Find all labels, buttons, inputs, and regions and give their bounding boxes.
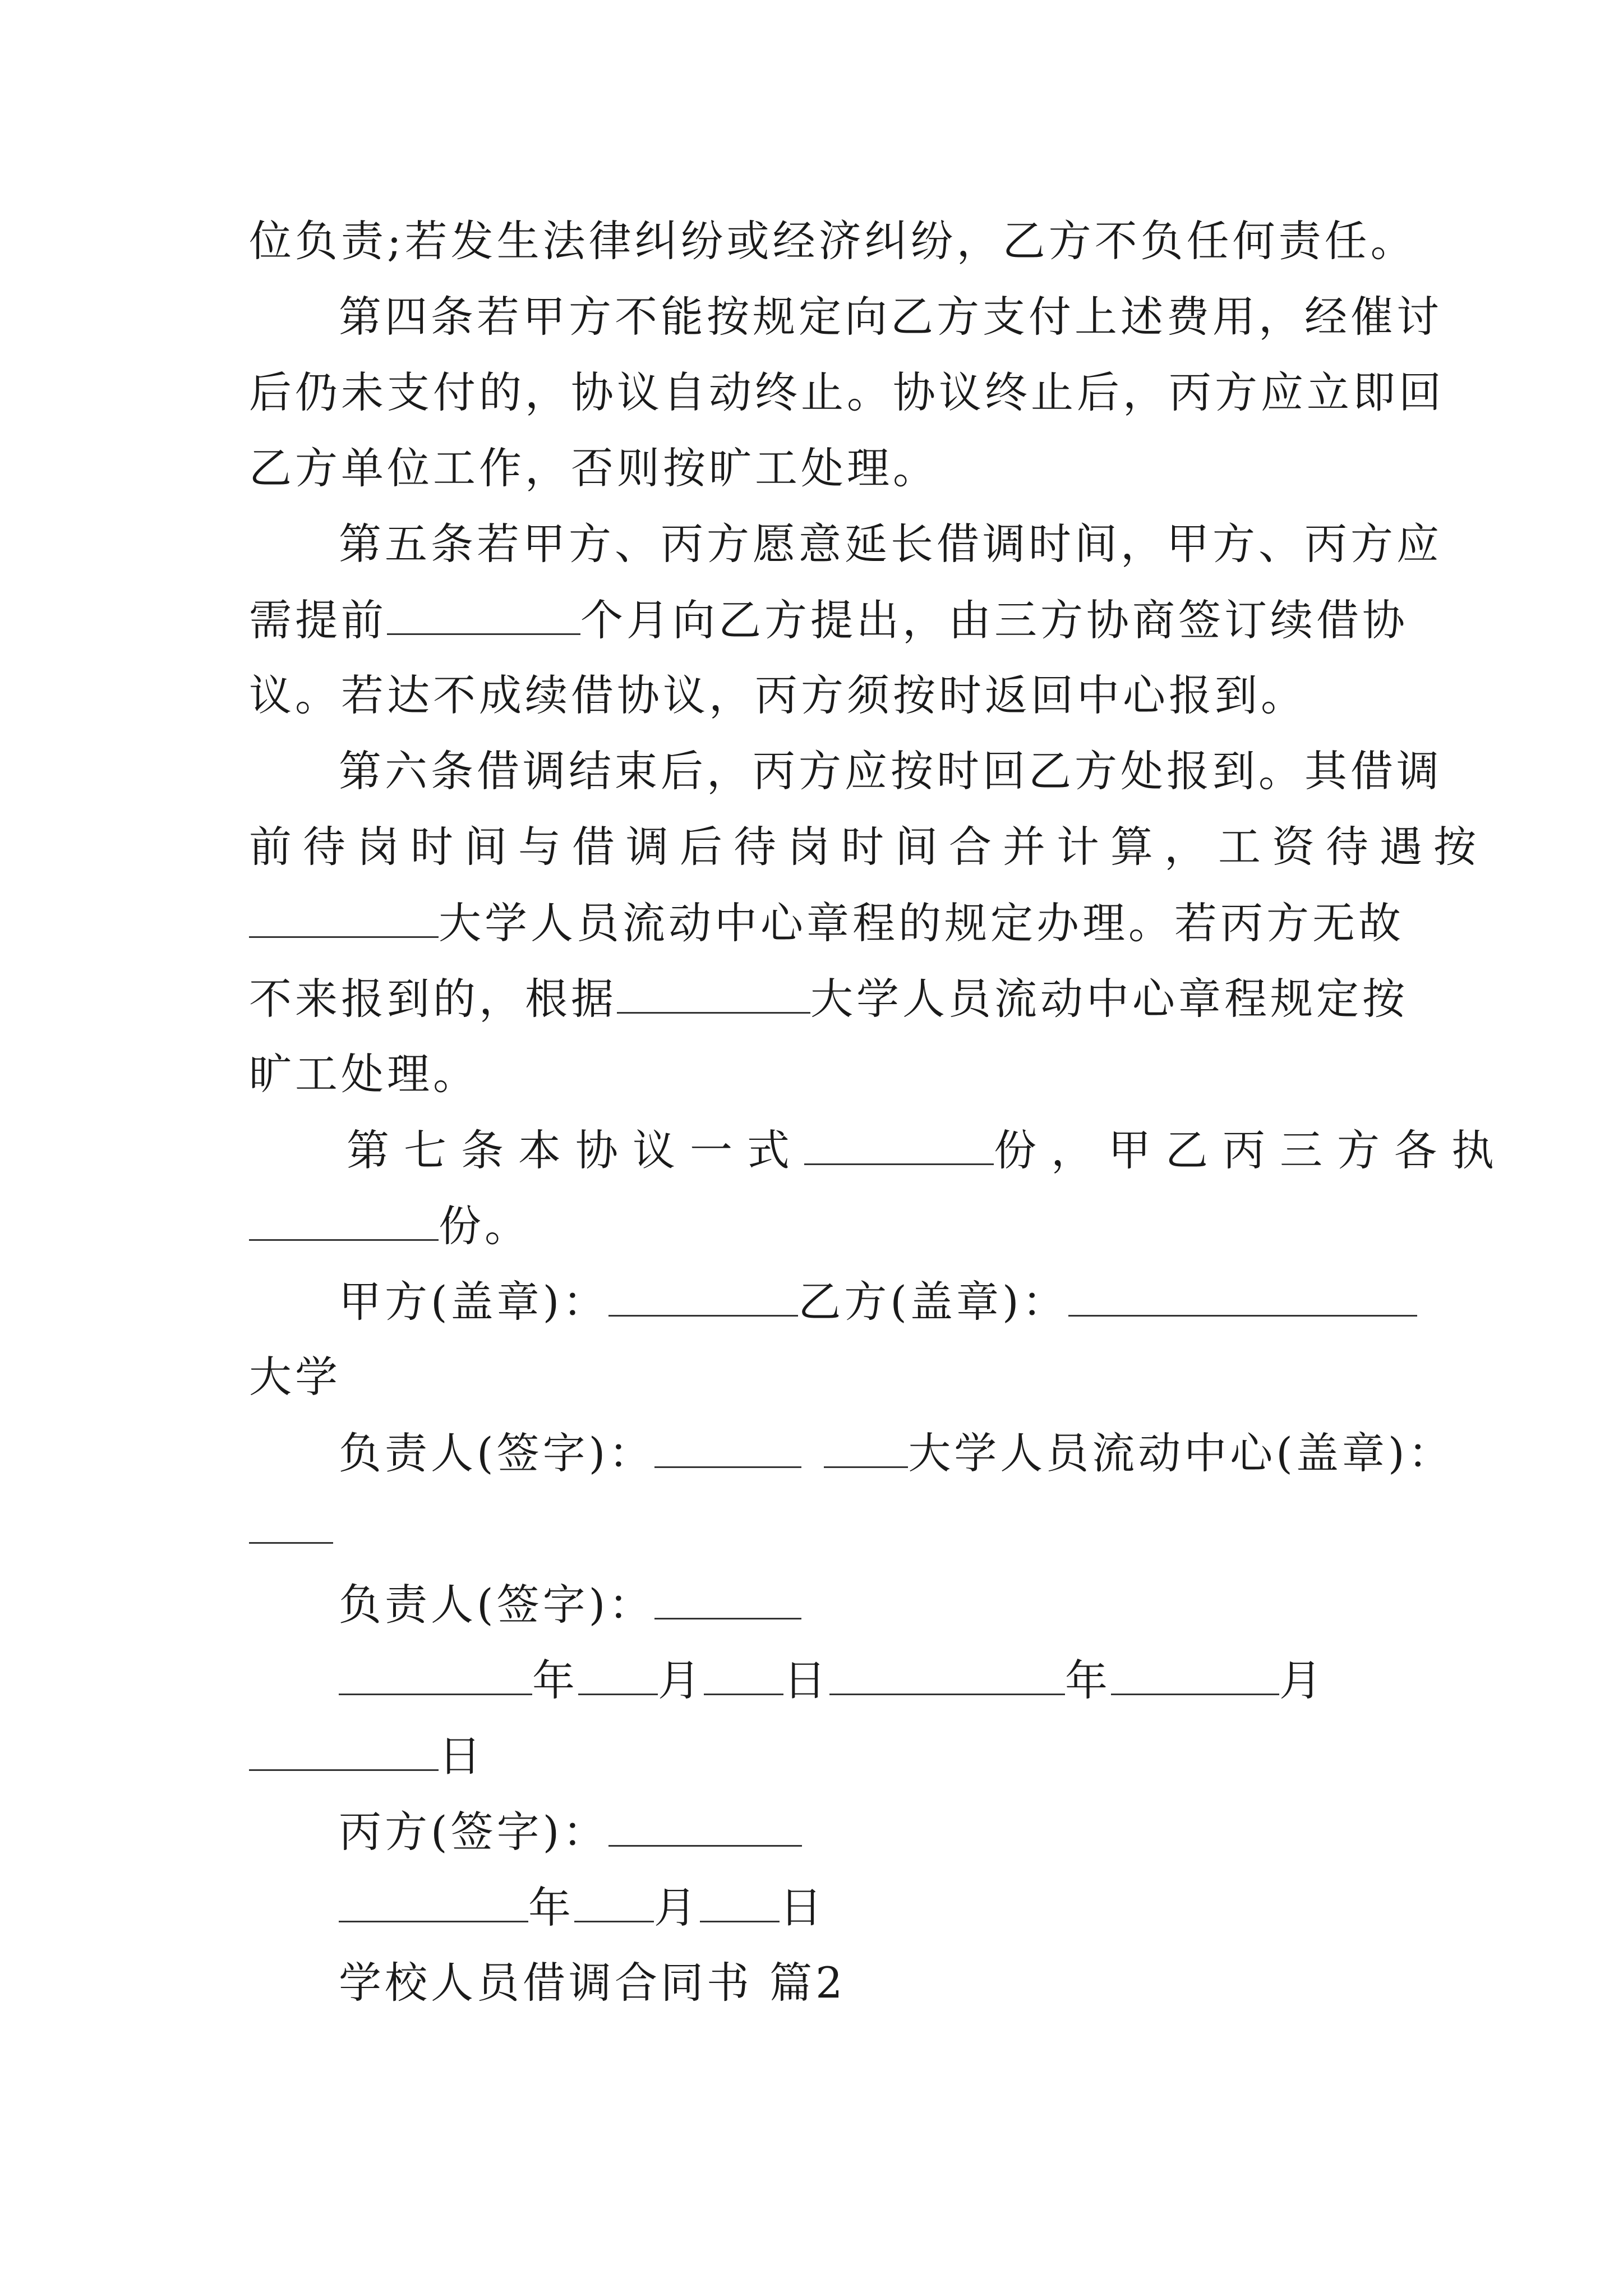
month-label: 月 — [1279, 1655, 1325, 1705]
paragraph-line — [249, 216, 1417, 266]
article-5-line — [339, 519, 1442, 569]
article-6-line — [339, 746, 1442, 796]
paragraph-line — [249, 443, 939, 493]
year-blank[interactable] — [829, 1659, 1065, 1695]
text: 后仍未支付的，协议自动终止。协议终止后，丙方应立即回 — [249, 367, 1445, 417]
year-label: 年 — [528, 1883, 574, 1932]
article-7-line — [347, 1125, 1509, 1175]
day-label: 日 — [780, 1883, 826, 1932]
day-blank[interactable] — [704, 1659, 783, 1695]
text: 第六条借调结束后，丙方应按时回乙方处报到。其借调 — [339, 746, 1442, 796]
party-c-line — [339, 1807, 802, 1857]
paragraph-line — [249, 595, 1408, 645]
copies-blank[interactable] — [804, 1129, 994, 1165]
months-blank[interactable] — [387, 599, 580, 635]
text: 第七条本协议一式 — [347, 1125, 804, 1175]
text: 乙方单位工作，否则按旷工处理。 — [249, 443, 939, 493]
text: 个月向乙方提出，由三方协商签订续借协 — [580, 595, 1408, 645]
month-blank[interactable] — [1111, 1659, 1279, 1695]
text: 大学人员流动中心章程规定按 — [810, 974, 1408, 1024]
text: 份，甲乙丙三方各执 — [994, 1125, 1509, 1175]
text: 第五条若甲方、丙方愿意延长借调时间，甲方、丙方应 — [339, 519, 1442, 569]
signature-blank[interactable] — [654, 1583, 801, 1619]
article-4-line — [339, 292, 1442, 342]
text: 需提前 — [249, 595, 387, 645]
date-line — [249, 1731, 485, 1781]
text: 大学人员流动中心章程的规定办理。若丙方无故 — [439, 898, 1404, 948]
year-blank[interactable] — [339, 1886, 528, 1922]
paragraph-line — [249, 670, 1307, 720]
date-line — [339, 1883, 826, 1932]
responsible-label: 负责人(签字)： — [339, 1580, 655, 1630]
year-label: 年 — [532, 1655, 578, 1705]
party-b-label: 乙方(盖章)： — [798, 1277, 1068, 1327]
university-blank[interactable] — [249, 901, 439, 938]
party-a-label: 甲方(盖章)： — [339, 1277, 609, 1327]
text: 位负责;若发生法律纠纷或经济纠纷，乙方不负任何责任。 — [249, 216, 1417, 266]
party-a-seal-blank[interactable] — [608, 1280, 798, 1317]
text: 份。 — [439, 1201, 531, 1251]
section-heading — [339, 1958, 846, 2008]
text: 旷工处理。 — [249, 1049, 479, 1099]
day-blank[interactable] — [249, 1734, 439, 1771]
text: 议。若达不成续借协议，丙方须按时返回中心报到。 — [249, 670, 1307, 720]
paragraph-line — [249, 1049, 479, 1099]
text: 前待岗时间与借调后待岗时间合并计算，工资待遇按 — [249, 822, 1487, 872]
center-name-blank[interactable] — [824, 1432, 908, 1468]
party-c-signature-blank[interactable] — [608, 1810, 802, 1847]
university-blank[interactable] — [617, 977, 810, 1014]
responsible-label: 负责人(签字)： — [339, 1428, 655, 1478]
day-blank[interactable] — [700, 1886, 780, 1922]
day-label: 日 — [783, 1655, 829, 1705]
paragraph-line — [249, 367, 1445, 417]
month-blank[interactable] — [574, 1886, 654, 1922]
party-a-line — [339, 1277, 1417, 1327]
month-label: 月 — [654, 1883, 700, 1932]
party-c-label: 丙方(签字)： — [339, 1807, 609, 1857]
paragraph-line — [249, 822, 1487, 872]
center-seal-label: 大学人员流动中心(盖章)： — [908, 1428, 1454, 1478]
date-line — [339, 1655, 1325, 1705]
heading-text: 学校人员借调合同书 篇2 — [339, 1958, 846, 2008]
paragraph-line — [249, 898, 1404, 948]
paragraph-line — [249, 1507, 333, 1550]
paragraph-line — [249, 974, 1408, 1024]
signature-blank[interactable] — [654, 1432, 801, 1468]
copies-each-blank[interactable] — [249, 1204, 439, 1241]
text: 第四条若甲方不能按规定向乙方支付上述费用，经催讨 — [339, 292, 1442, 342]
paragraph-line — [249, 1201, 531, 1251]
signature-line — [339, 1428, 1454, 1478]
text: 大学 — [249, 1352, 341, 1402]
year-blank[interactable] — [339, 1659, 532, 1695]
signature-line — [339, 1580, 801, 1630]
center-seal-blank[interactable] — [249, 1507, 333, 1544]
month-label: 月 — [658, 1655, 704, 1705]
party-b-seal-blank[interactable] — [1068, 1280, 1417, 1317]
month-blank[interactable] — [578, 1659, 658, 1695]
year-label: 年 — [1065, 1655, 1111, 1705]
day-label: 日 — [439, 1731, 485, 1781]
paragraph-line — [249, 1352, 341, 1402]
text: 不来报到的，根据 — [249, 974, 617, 1024]
